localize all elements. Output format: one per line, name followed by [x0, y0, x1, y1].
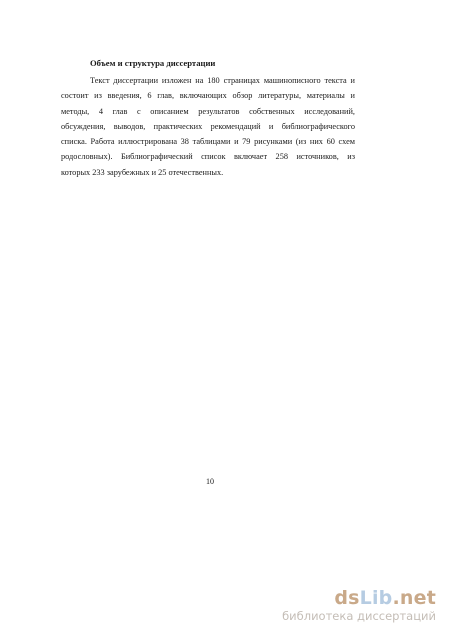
body-line: списка. Работа иллюстрирована 38 таблицами и 79 рисунками (из них 60 схем	[61, 137, 355, 147]
section-heading: Объем и структура диссертации	[90, 58, 216, 68]
watermark-tagline: библиотека диссертаций	[282, 609, 436, 623]
body-line: которых 233 зарубежных и 25 отечественных.	[61, 167, 224, 177]
logo-part-lib: Lib	[359, 587, 393, 609]
body-line: обсуждения, выводов, практических рекомендаций и библиографического	[61, 121, 355, 131]
watermark-logo	[282, 588, 436, 608]
logo-part-net: net	[399, 587, 436, 609]
page-number: 10	[206, 477, 214, 486]
logo-part-dot: .	[392, 587, 400, 609]
body-line: методы, 4 глав с описанием результатов собственных исследований,	[61, 106, 355, 116]
body-line: родословных). Библиографический список включает 258 источников, из	[61, 152, 355, 162]
watermark[interactable]	[282, 588, 436, 623]
logo-part-ds: ds	[334, 587, 360, 609]
body-line: состоит из введения, 6 глав, включающих обзор литературы, материалы и	[61, 91, 355, 101]
body-paragraph	[61, 73, 355, 180]
body-line: Текст диссертации изложен на 180 страницах машинописного текста и	[90, 76, 355, 85]
